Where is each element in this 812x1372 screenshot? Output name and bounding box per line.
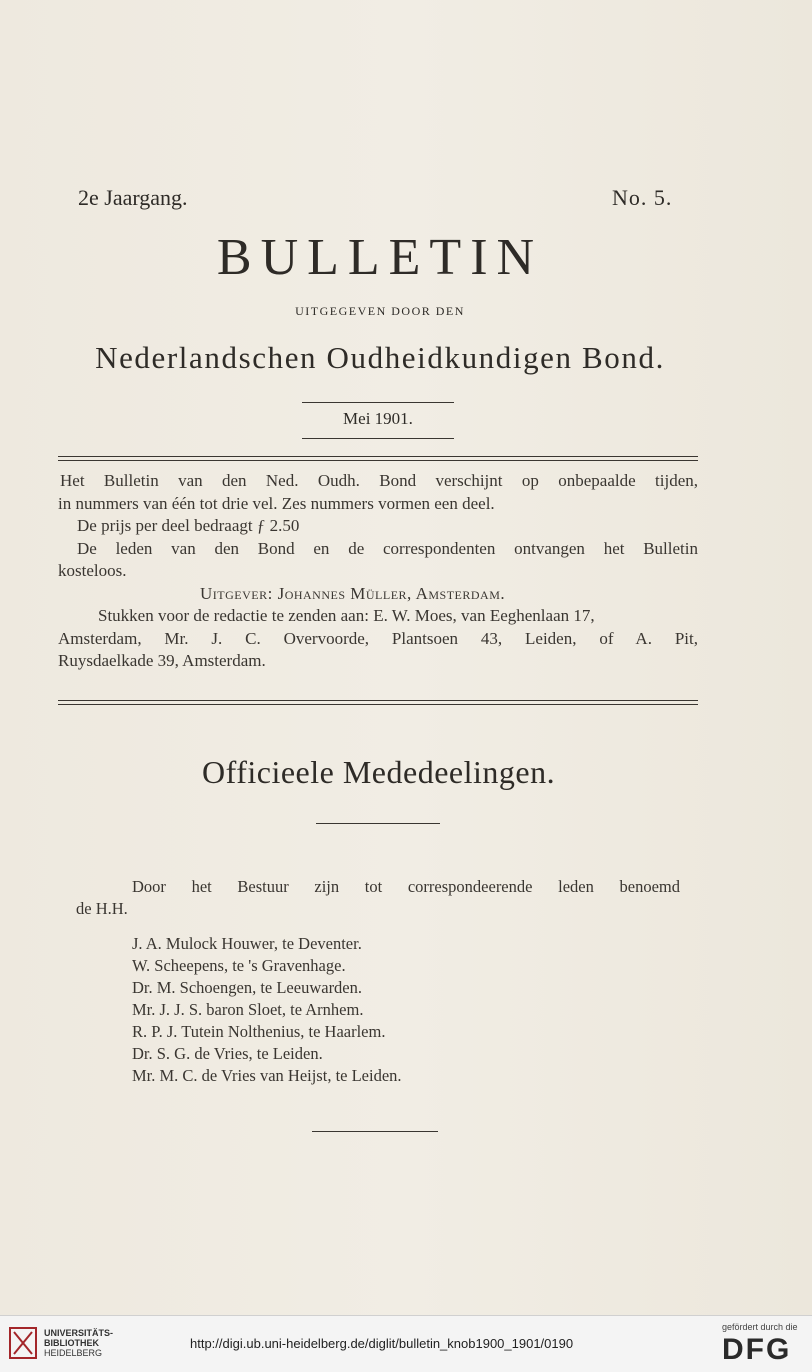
source-url[interactable]: http://digi.ub.uni-heidelberg.de/diglit/bulletin_knob1900_1901/0190	[190, 1336, 574, 1351]
notice-line: kosteloos.	[58, 561, 127, 580]
library-name: UNIVERSITÄTS- BIBLIOTHEK HEIDELBERG	[44, 1328, 114, 1358]
member-item: Dr. S. G. de Vries, te Leiden.	[132, 1044, 323, 1063]
section-heading: Officieele Mededeelingen.	[202, 754, 556, 790]
issue-date: Mei 1901.	[343, 409, 413, 428]
footer-bar	[0, 1315, 812, 1372]
publisher-name: Nederlandschen Oudheidkundigen Bond.	[95, 340, 665, 375]
issue-number: No. 5.	[612, 185, 673, 210]
member-item: Dr. M. Schoengen, te Leeuwarden.	[132, 978, 363, 997]
notice-line: in nummers van één tot drie vel. Zes nummers vormen een deel.	[58, 493, 495, 513]
member-item: Mr. J. J. S. baron Sloet, te Arnhem.	[132, 1000, 364, 1019]
date-rule-top	[302, 402, 454, 403]
notice-block	[58, 470, 698, 673]
notice-line: Amsterdam, Mr. J. C. Overvoorde, Plantsoen 43, Leiden, of A. Pit,	[58, 628, 698, 648]
dfg-logo: DFG	[722, 1333, 792, 1366]
notice-line: Het Bulletin van den Ned. Oudh. Bond verschijnt op onbepaalde tijden,	[60, 471, 698, 490]
notice-line: Stukken voor de redactie te zenden aan: E. W. Moes, van Eeghenlaan 17,	[98, 606, 595, 625]
member-item: Mr. M. C. de Vries van Heijst, te Leiden.	[132, 1066, 402, 1085]
member-item: W. Scheepens, te 's Gravenhage.	[132, 956, 346, 975]
notice-line: De prijs per deel bedraagt ƒ 2.50	[77, 516, 300, 535]
bulletin-title: BULLETIN	[216, 229, 544, 286]
publisher-credit: Uitgever: Johannes Müller, Amsterdam.	[200, 583, 506, 603]
notice-line: De leden van den Bond en de correspondenten ontvangen het Bulletin	[77, 538, 698, 558]
notice-line: Ruysdaelkade 39, Amsterdam.	[58, 651, 266, 670]
funder-caption: gefördert durch die	[722, 1322, 798, 1332]
end-divider	[312, 1131, 438, 1132]
subtitle: UITGEGEVEN DOOR DEN	[295, 304, 465, 318]
section-divider	[316, 823, 440, 824]
notice-rule-top-2	[58, 460, 698, 461]
library-logo	[8, 1322, 38, 1364]
notice-rule-top-1	[58, 456, 698, 457]
member-item: J. A. Mulock Houwer, te Deventer.	[132, 934, 362, 953]
date-rule-bottom	[302, 438, 454, 439]
notice-rule-bottom-2	[58, 704, 698, 705]
library-seal-icon	[8, 1322, 38, 1364]
notice-rule-bottom-1	[58, 700, 698, 701]
intro-line: Door het Bestuur zijn tot correspondeerende leden benoemd	[132, 877, 680, 896]
member-list	[132, 933, 402, 1087]
member-item: R. P. J. Tutein Nolthenius, te Haarlem.	[132, 1022, 386, 1041]
intro-line: de H.H.	[76, 899, 128, 918]
section-intro	[76, 876, 680, 920]
volume-label: 2e Jaargang.	[78, 185, 188, 210]
